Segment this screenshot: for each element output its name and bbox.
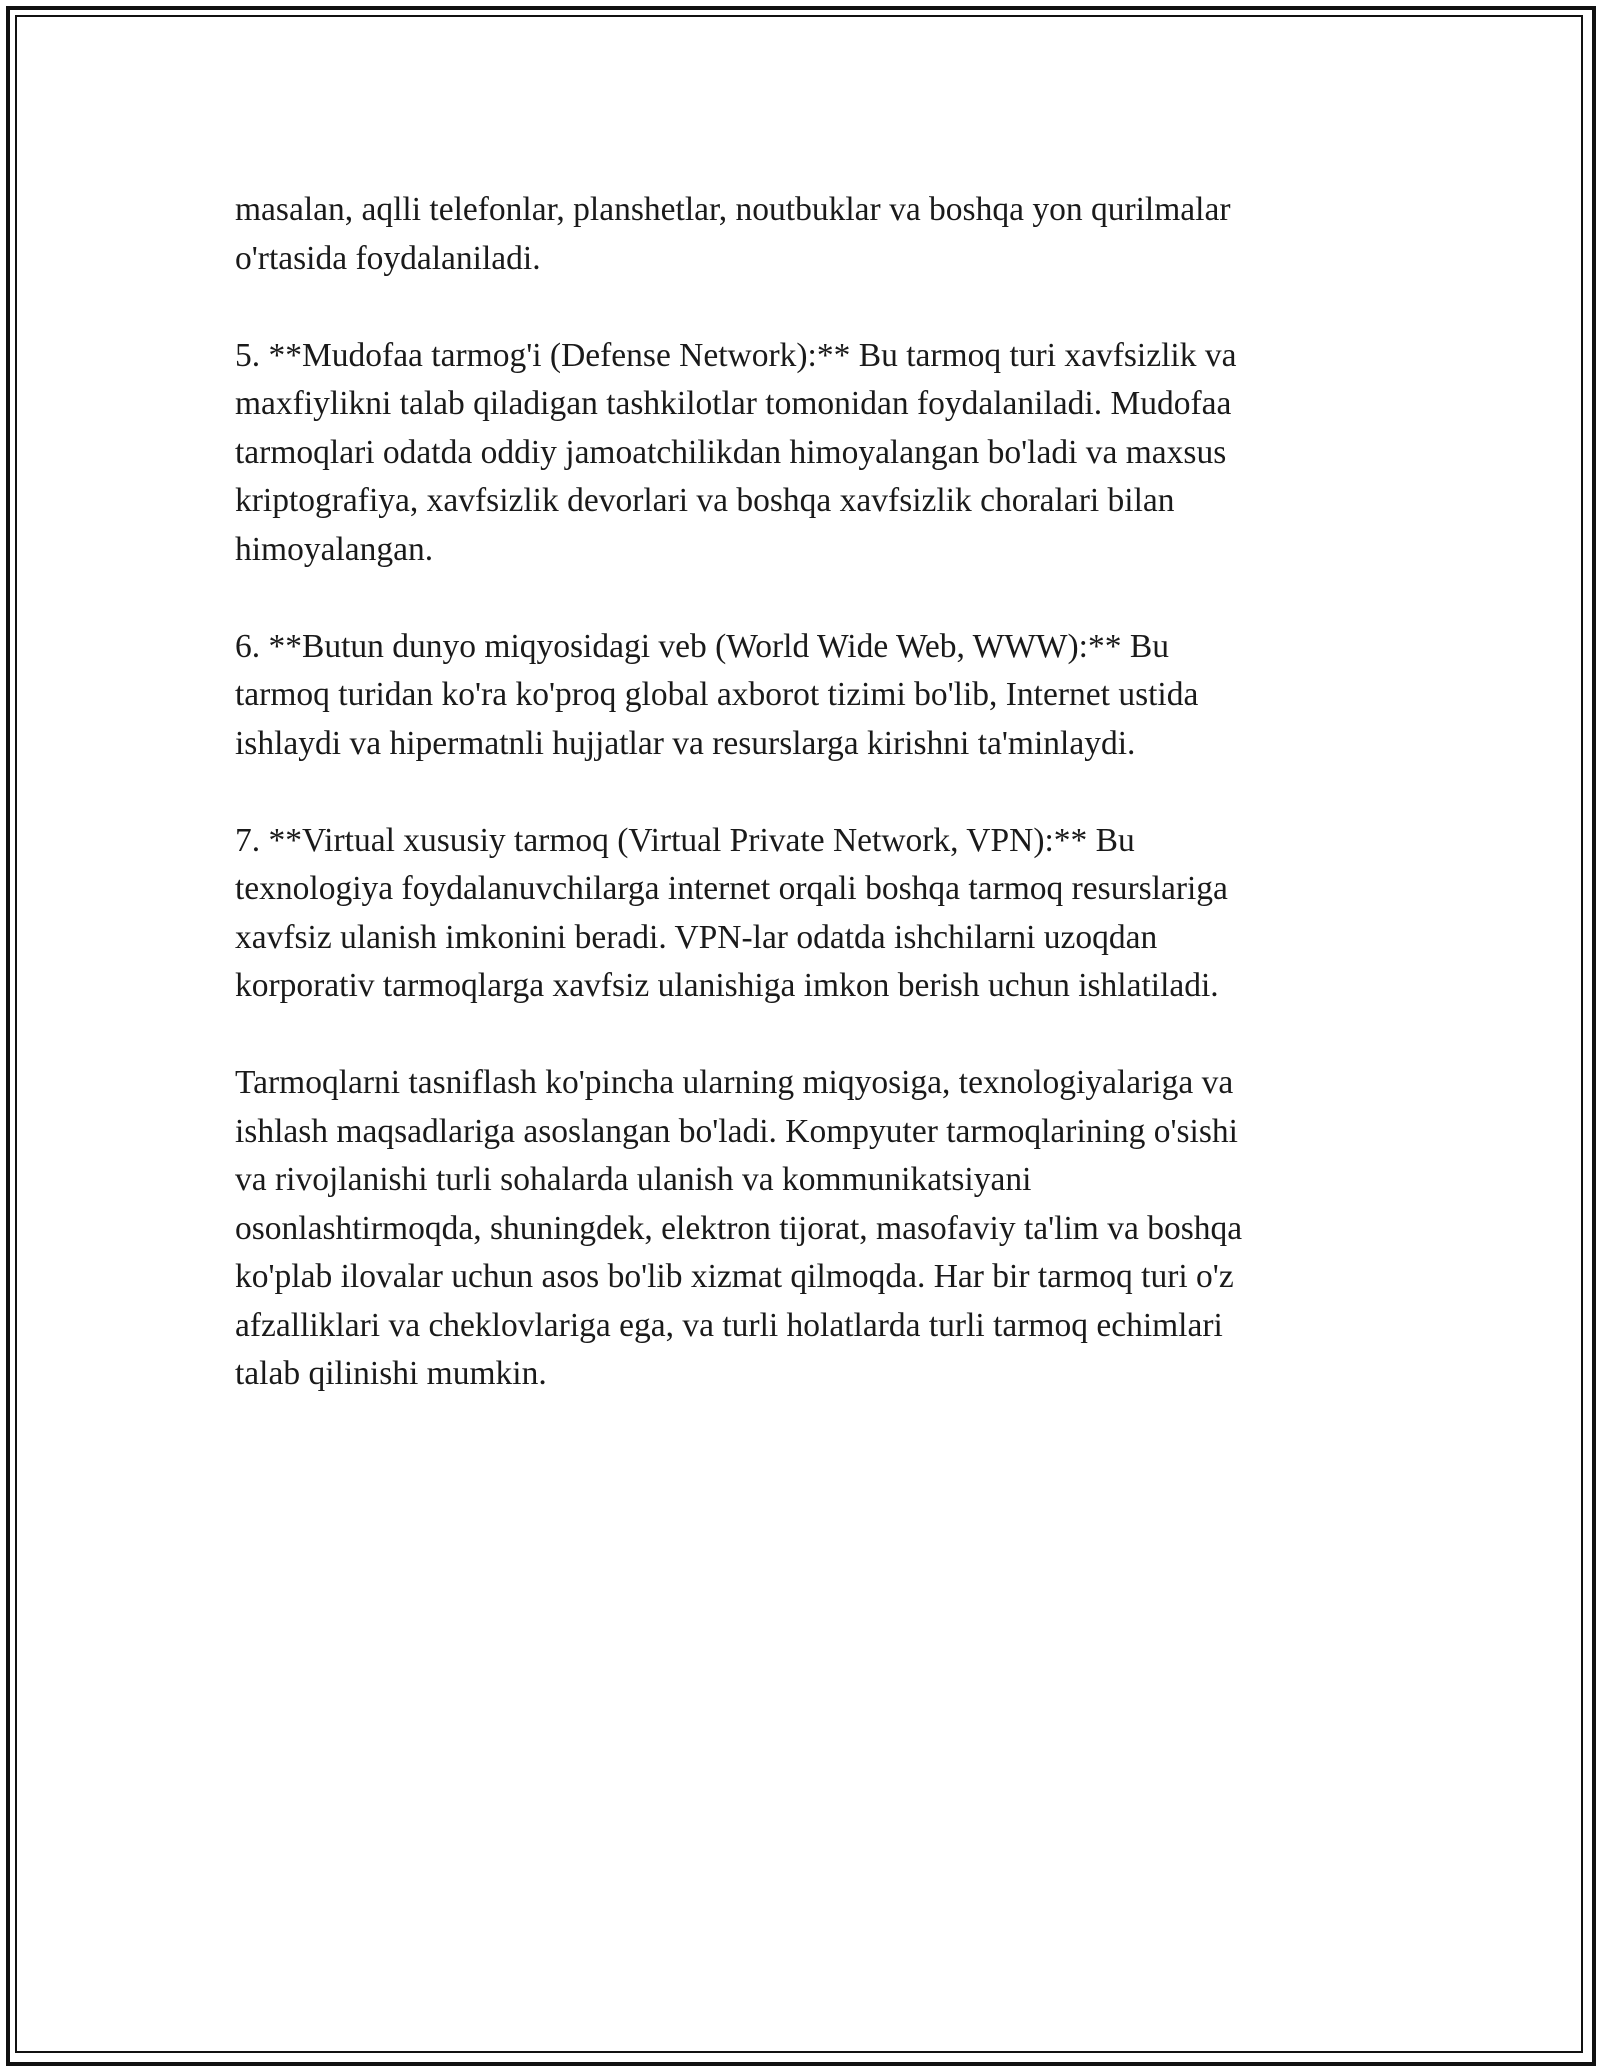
paragraph-conclusion	[235, 1059, 1355, 1399]
text-line: korporativ tarmoqlarga xavfsiz ulanishiga imkon berish uchun ishlatiladi.	[235, 967, 1219, 1004]
text-line: xavfsiz ulanish imkonini beradi. VPN-lar odatda ishchilarni uzoqdan	[235, 918, 1158, 956]
text-line: kriptografiya, xavfsizlik devorlari va boshqa xavfsizlik choralari bilan	[235, 482, 1175, 519]
paragraph-defense-network	[235, 332, 1355, 575]
text-line: va rivojlanishi turli sohalarda ulanish va kommunikatsiyani	[235, 1161, 1032, 1198]
text-line: tarmoqlari odatda oddiy jamoatchilikdan himoyalangan bo'ladi va maxsus	[235, 433, 1227, 471]
text-line: 7. **Virtual xususiy tarmoq (Virtual Private Network, VPN):** Bu	[235, 821, 1135, 859]
text-line: himoyalangan.	[235, 530, 434, 568]
text-line: tarmoq turidan ko'ra ko'proq global axborot tizimi bo'lib, Internet ustida	[235, 676, 1199, 713]
document-body	[235, 186, 1355, 1447]
text-line: ishlaydi va hipermatnli hujjatlar va resurslarga kirishni ta'minlaydi.	[235, 724, 1136, 762]
text-line: ko'plab ilovalar uchun asos bo'lib xizmat qilmoqda. Har bir tarmoq turi o'z	[235, 1258, 1234, 1295]
paragraph-world-wide-web	[235, 623, 1355, 769]
text-line: talab qilinishi mumkin.	[235, 1355, 547, 1392]
text-line: afzalliklari va cheklovlariga ega, va turli holatlarda turli tarmoq echimlari	[235, 1306, 1223, 1344]
text-line: osonlashtirmoqda, shuningdek, elektron tijorat, masofaviy ta'lim va boshqa	[235, 1209, 1243, 1247]
text-line: Tarmoqlarni tasniflash ko'pincha ularning miqyosiga, texnologiyalariga va	[235, 1064, 1234, 1101]
text-line: o'rtasida foydalaniladi.	[235, 239, 541, 277]
text-line: maxfiylikni talab qiladigan tashkilotlar tomonidan foydalaniladi. Mudofaa	[235, 385, 1232, 422]
text-line: ishlash maqsadlariga asoslangan bo'ladi. Kompyuter tarmoqlarining o'sishi	[235, 1112, 1238, 1150]
text-line: 5. **Mudofaa tarmog'i (Defense Network):** Bu tarmoq turi xavfsizlik va	[235, 336, 1237, 374]
paragraph-vpn	[235, 817, 1355, 1011]
text-line: masalan, aqlli telefonlar, planshetlar, noutbuklar va boshqa yon qurilmalar	[235, 191, 1231, 228]
paragraph-continuation	[235, 186, 1355, 283]
text-line: 6. **Butun dunyo miqyosidagi veb (World Wide Web, WWW):** Bu	[235, 627, 1169, 665]
text-line: texnologiya foydalanuvchilarga internet orqali boshqa tarmoq resurslariga	[235, 870, 1228, 907]
